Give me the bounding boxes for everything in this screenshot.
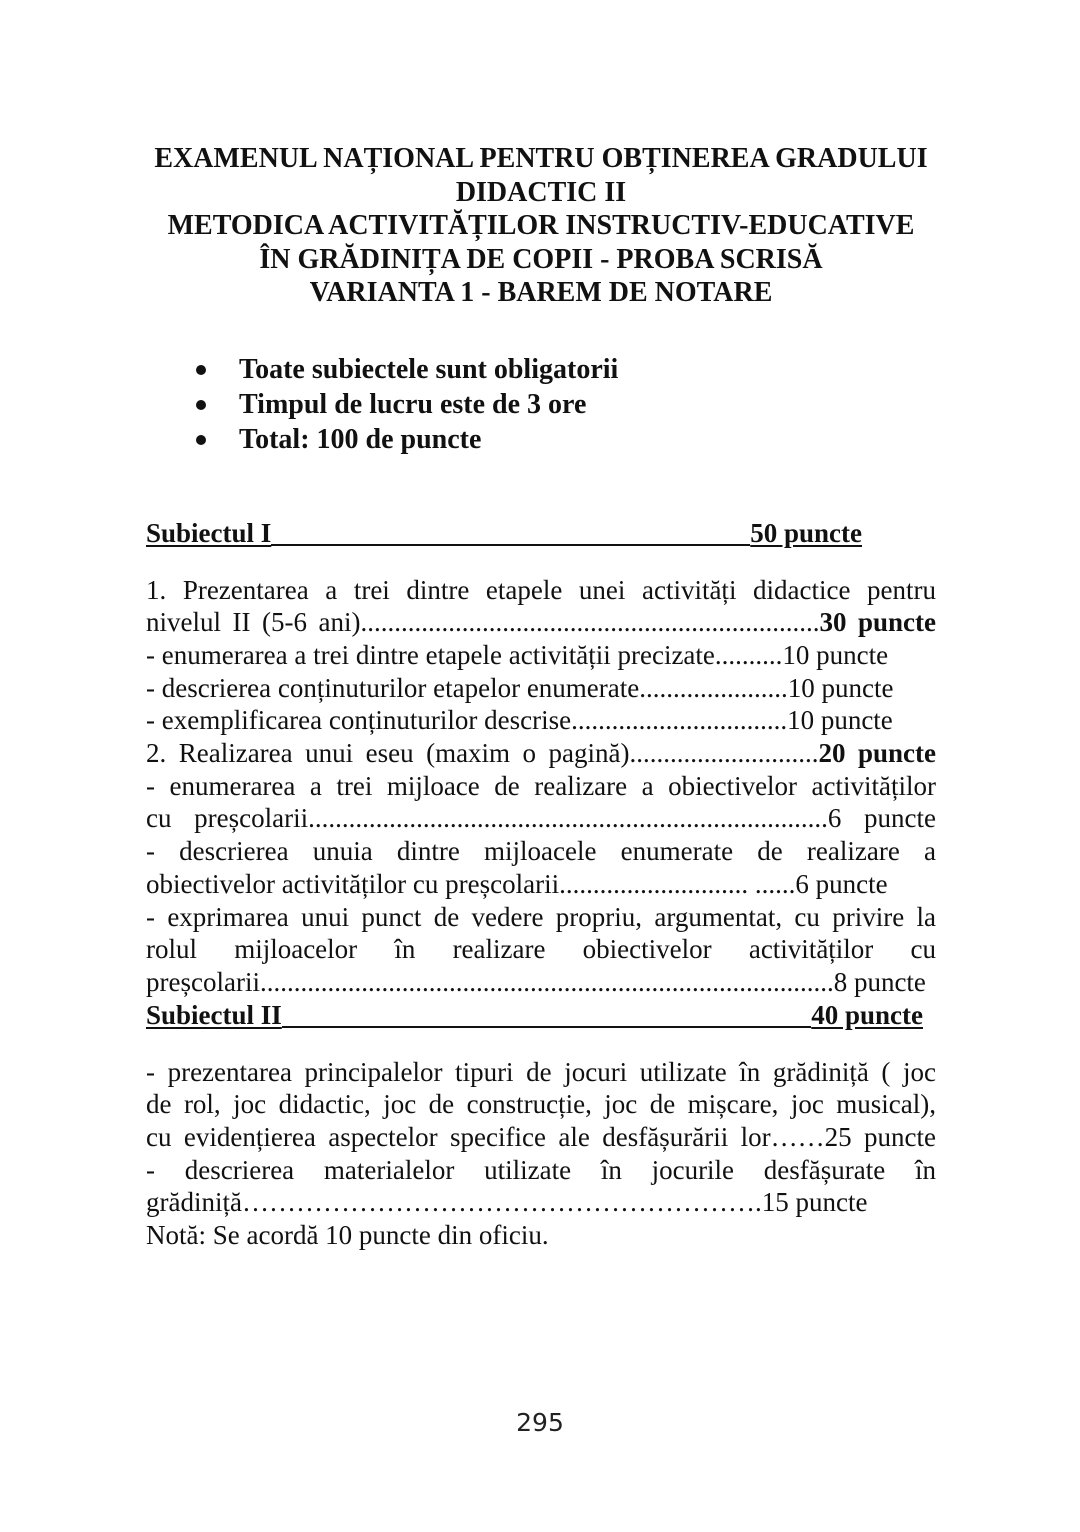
text-line: - descrierea conținuturilor etapelor enumerate......................10 puncte: [146, 672, 894, 703]
page-number: 295: [516, 1408, 564, 1437]
text-line: rolul mijloacelor în realizare obiectivelor activităților cu: [146, 934, 936, 965]
rule-item: Toate subiectele sunt obligatorii: [193, 352, 936, 387]
section-header-subiect-2: [146, 999, 923, 1032]
text-line: cu evidențierea aspectelor specifice ale desfășurării lor……25 puncte: [146, 1122, 936, 1153]
points-bold: 30 puncte: [819, 607, 936, 638]
section-name: Subiectul II: [146, 999, 282, 1030]
text-line: [146, 606, 936, 639]
section-points: 40 puncte: [811, 999, 923, 1030]
note-line: Notă: Se acordă 10 puncte din oficiu.: [146, 1220, 549, 1251]
exam-rules-list: [146, 352, 936, 457]
text-line: - enumerarea a trei dintre etapele activității precizate..........10 puncte: [146, 639, 889, 670]
section-underline: [271, 544, 750, 546]
section-points: 50 puncte: [750, 517, 862, 548]
title-line-2: DIDACTIC II: [455, 176, 627, 208]
text-line: preșcolarii.....................................................................................8 puncte: [146, 966, 926, 997]
text-line: - enumerarea a trei mijloace de realizare a obiectivelor activităților: [146, 770, 936, 801]
title-line-5: VARIANTA 1 - BAREM DE NOTARE: [309, 277, 773, 308]
text-line: - prezentarea principalelor tipuri de jocuri utilizate în grădiniță ( joc: [146, 1056, 936, 1087]
text-line-main: nivelul II (5-6 ani)....................................................................: [146, 607, 820, 638]
text-line: 1. Prezentarea a trei dintre etapele unei activități didactice pentru: [146, 574, 936, 605]
title-line-3: METODICA ACTIVITĂȚILOR INSTRUCTIV-EDUCATIVE: [167, 210, 915, 241]
title-line-4: ÎN GRĂDINIȚA DE COPII - PROBA SCRISĂ: [259, 243, 823, 275]
text-line: cu preșcolarii.............................................................................6 puncte: [146, 803, 936, 834]
section-underline: [282, 1026, 811, 1028]
document-page: [146, 142, 936, 1252]
text-line: [146, 737, 936, 770]
points-bold: 20 puncte: [818, 738, 936, 769]
text-line: - descrierea materialelor utilizate în jocurile desfășurate în: [146, 1154, 936, 1185]
text-line: - exprimarea unui punct de vedere propriu, argumentat, cu privire la: [146, 901, 936, 932]
rule-item: Total: 100 de puncte: [193, 422, 936, 457]
title-line-1: EXAMENUL NAȚIONAL PENTRU OBȚINEREA GRADULUI: [154, 143, 928, 174]
section-name: Subiectul I: [146, 517, 272, 548]
text-line: - descrierea unuia dintre mijloacele enumerate de realizare a: [146, 836, 936, 867]
document-title: [146, 142, 936, 310]
section-header-subiect-1: [146, 517, 862, 550]
rule-item: Timpul de lucru este de 3 ore: [193, 387, 936, 422]
text-line: - exemplificarea conținuturilor descrise................................10 puncte: [146, 705, 893, 736]
subiect-2-content: [146, 1056, 936, 1252]
subiect-1-content: [146, 574, 936, 999]
text-line: de rol, joc didactic, joc de construcție, joc de mișcare, joc musical),: [146, 1089, 936, 1120]
text-line: grădiniță………………………………………………….15 puncte: [146, 1187, 868, 1218]
text-line: obiectivelor activităților cu preșcolarii............................ ......6 puncte: [146, 868, 888, 899]
text-line-main: 2. Realizarea unui eseu (maxim o pagină)............................: [146, 738, 819, 769]
